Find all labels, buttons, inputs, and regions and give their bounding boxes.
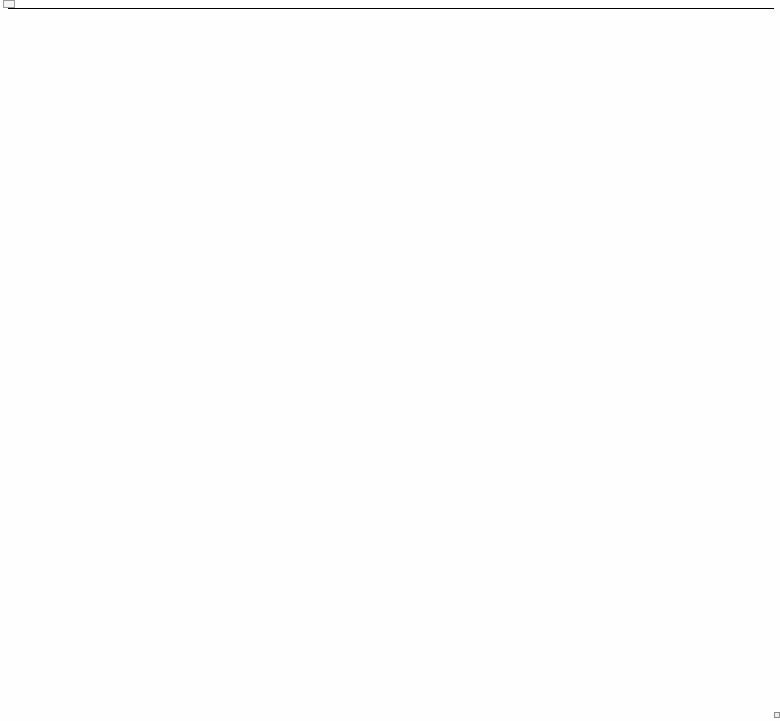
standards-table bbox=[8, 8, 774, 9]
table-resize-handle[interactable] bbox=[774, 712, 780, 718]
table-move-handle[interactable] bbox=[3, 0, 15, 8]
